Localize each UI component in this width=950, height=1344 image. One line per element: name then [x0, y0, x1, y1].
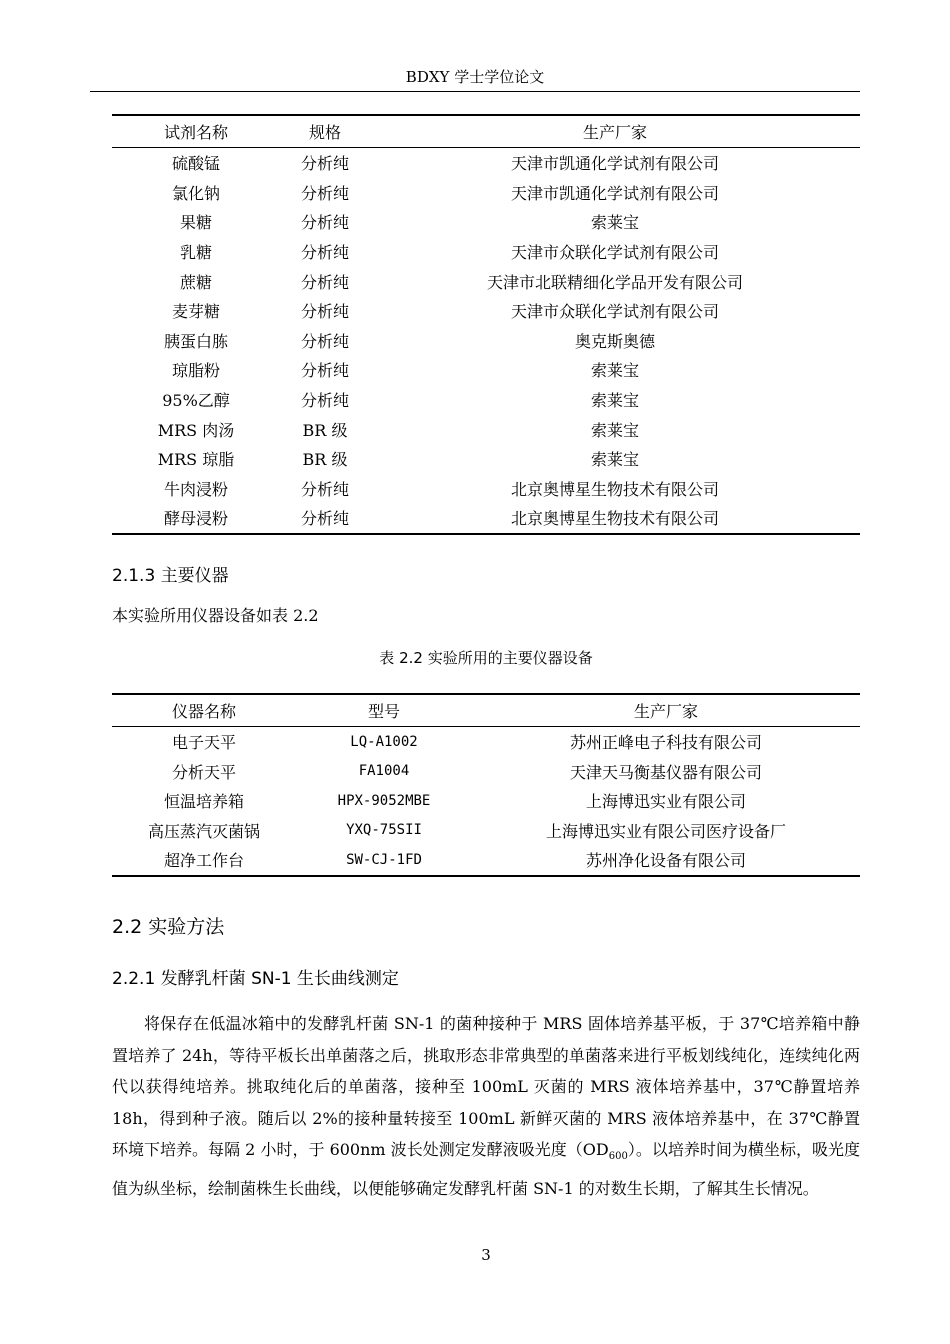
- table-row: [112, 296, 860, 326]
- table-row: [112, 326, 860, 356]
- table-cell: 分析纯: [300, 302, 349, 322]
- column-header: 型号: [367, 702, 400, 721]
- table-row: [112, 727, 860, 757]
- table-cell: YXQ-75SII: [346, 822, 422, 839]
- table-cell: 分析纯: [300, 154, 349, 174]
- table-cell: LQ-A1002: [350, 733, 418, 750]
- table-cell: 分析纯: [300, 479, 349, 499]
- table-cell: 分析纯: [300, 243, 349, 263]
- table-cell: 胰蛋白胨: [163, 331, 228, 351]
- paragraph-text: ）。以培养时间为横坐标，吸光度值为纵坐标，绘制菌株生长曲线，以便能够确定发酵乳杆菌 SN-1 的对数生长期，了解其生长情况。: [112, 1140, 860, 1198]
- table-cell: 索莱宝: [590, 213, 639, 233]
- table-row: [112, 207, 860, 237]
- table-cell: 天津市凯通化学试剂有限公司: [510, 183, 719, 203]
- section-heading-2-1-3: 2.1.3 主要仪器: [112, 566, 229, 586]
- table-cell: 电子天平: [171, 733, 236, 753]
- table-cell: 蔗糖: [179, 272, 212, 292]
- section-intro-text: 本实验所用仪器设备如表 2.2: [112, 606, 319, 625]
- table-cell: 北京奥博星生物技术有限公司: [510, 509, 719, 529]
- od-subscript: 600: [608, 1151, 628, 1163]
- table-cell: BR 级: [302, 420, 348, 440]
- table-row: [112, 148, 860, 178]
- table-header-row: [112, 115, 860, 148]
- table-header-row: [112, 694, 860, 727]
- table-row: [112, 414, 860, 444]
- table-row: [112, 355, 860, 385]
- table-cell: 牛肉浸粉: [163, 479, 228, 499]
- column-header: 仪器名称: [171, 702, 236, 721]
- table-row: [112, 845, 860, 876]
- table-cell: 恒温培养箱: [163, 792, 244, 812]
- table-cell: 乳糖: [179, 243, 212, 263]
- instruments-table: [112, 693, 860, 877]
- table-row: [112, 266, 860, 296]
- table-cell: 高压蒸汽灭菌锅: [147, 821, 260, 841]
- table-cell: 分析纯: [300, 213, 349, 233]
- running-header: BDXY 学士学位论文: [405, 68, 545, 86]
- table-cell: BR 级: [302, 450, 348, 470]
- table-cell: 天津市众联化学试剂有限公司: [510, 243, 719, 263]
- table-cell: FA1004: [358, 763, 410, 780]
- table-cell: 琼脂粉: [171, 361, 220, 381]
- table-cell: 分析纯: [300, 272, 349, 292]
- table-cell: 分析纯: [300, 509, 349, 529]
- table-cell: 苏州净化设备有限公司: [585, 851, 746, 871]
- table-row: [112, 178, 860, 208]
- table-cell: 索莱宝: [590, 450, 639, 470]
- header-rule: [90, 91, 860, 92]
- table-cell: 果糖: [179, 213, 212, 233]
- table-cell: 分析纯: [300, 361, 349, 381]
- table-row: [112, 503, 860, 534]
- table-cell: 北京奥博星生物技术有限公司: [510, 479, 719, 499]
- table-cell: SW-CJ-1FD: [346, 851, 422, 868]
- table-cell: 天津市北联精细化学品开发有限公司: [486, 272, 743, 292]
- table-cell: 奥克斯奥德: [574, 331, 655, 351]
- table-cell: 苏州正峰电子科技有限公司: [569, 733, 762, 753]
- body-paragraph: [112, 1008, 860, 1204]
- table-cell: 天津市凯通化学试剂有限公司: [510, 154, 719, 174]
- table-cell: 分析纯: [300, 331, 349, 351]
- table-cell: 上海博迅实业有限公司医疗设备厂: [545, 821, 786, 841]
- section-heading-2-2-1: 2.2.1 发酵乳杆菌 SN-1 生长曲线测定: [112, 969, 399, 989]
- reagents-table: [112, 114, 860, 535]
- column-header: 生产厂家: [582, 123, 647, 142]
- table-caption: 表 2.2 实验所用的主要仪器设备: [379, 649, 593, 667]
- table-row: [112, 786, 860, 816]
- table-row: [112, 444, 860, 474]
- table-cell: MRS 琼脂: [157, 450, 235, 470]
- table-cell: 分析纯: [300, 391, 349, 411]
- table-cell: 硫酸锰: [171, 154, 220, 174]
- table-row: [112, 385, 860, 415]
- table-cell: 上海博迅实业有限公司: [585, 792, 746, 812]
- table-row: [112, 757, 860, 787]
- table-cell: 索莱宝: [590, 361, 639, 381]
- section-heading-2-2: 2.2 实验方法: [112, 916, 225, 938]
- table-cell: 麦芽糖: [171, 302, 220, 322]
- table-cell: MRS 肉汤: [157, 420, 235, 440]
- table-cell: HPX-9052MBE: [337, 792, 431, 809]
- table-cell: 索莱宝: [590, 391, 639, 411]
- table-row: [112, 474, 860, 504]
- column-header: 试剂名称: [163, 123, 228, 142]
- table-cell: 分析天平: [171, 762, 236, 782]
- table-cell: 氯化钠: [171, 183, 220, 203]
- table-cell: 天津天马衡基仪器有限公司: [569, 762, 762, 782]
- table-cell: 天津市众联化学试剂有限公司: [510, 302, 719, 322]
- table-row: [112, 237, 860, 267]
- table-cell: 索莱宝: [590, 420, 639, 440]
- column-header: 规格: [308, 123, 341, 142]
- table-cell: 95%乙醇: [162, 391, 230, 411]
- table-row: [112, 816, 860, 846]
- table-cell: 分析纯: [300, 183, 349, 203]
- page-number: 3: [481, 1246, 491, 1264]
- paragraph-text: 将保存在低温冰箱中的发酵乳杆菌 SN-1 的菌种接种于 MRS 固体培养基平板，于 37℃培养箱中静置培养了 24h，等待平板长出单菌落之后，挑取形态非常典型的单菌落来进行平板划线纯化，连续纯化两代以获得纯培养。挑取纯化后的单菌落，接种至 100mL 灭菌的 MRS 液体培养基中，37℃静置培养 18h，得到种子液。随后以 2%的接种量转接至 100mL 新鲜灭菌的 MRS 液体培养基中，在 37℃静置环境下培养。每隔 2 小时，于 600nm 波长处测定发酵液吸光度（OD: [112, 1014, 860, 1159]
- table-cell: 酵母浸粉: [163, 509, 228, 529]
- column-header: 生产厂家: [633, 702, 698, 721]
- table-cell: 超净工作台: [163, 851, 244, 871]
